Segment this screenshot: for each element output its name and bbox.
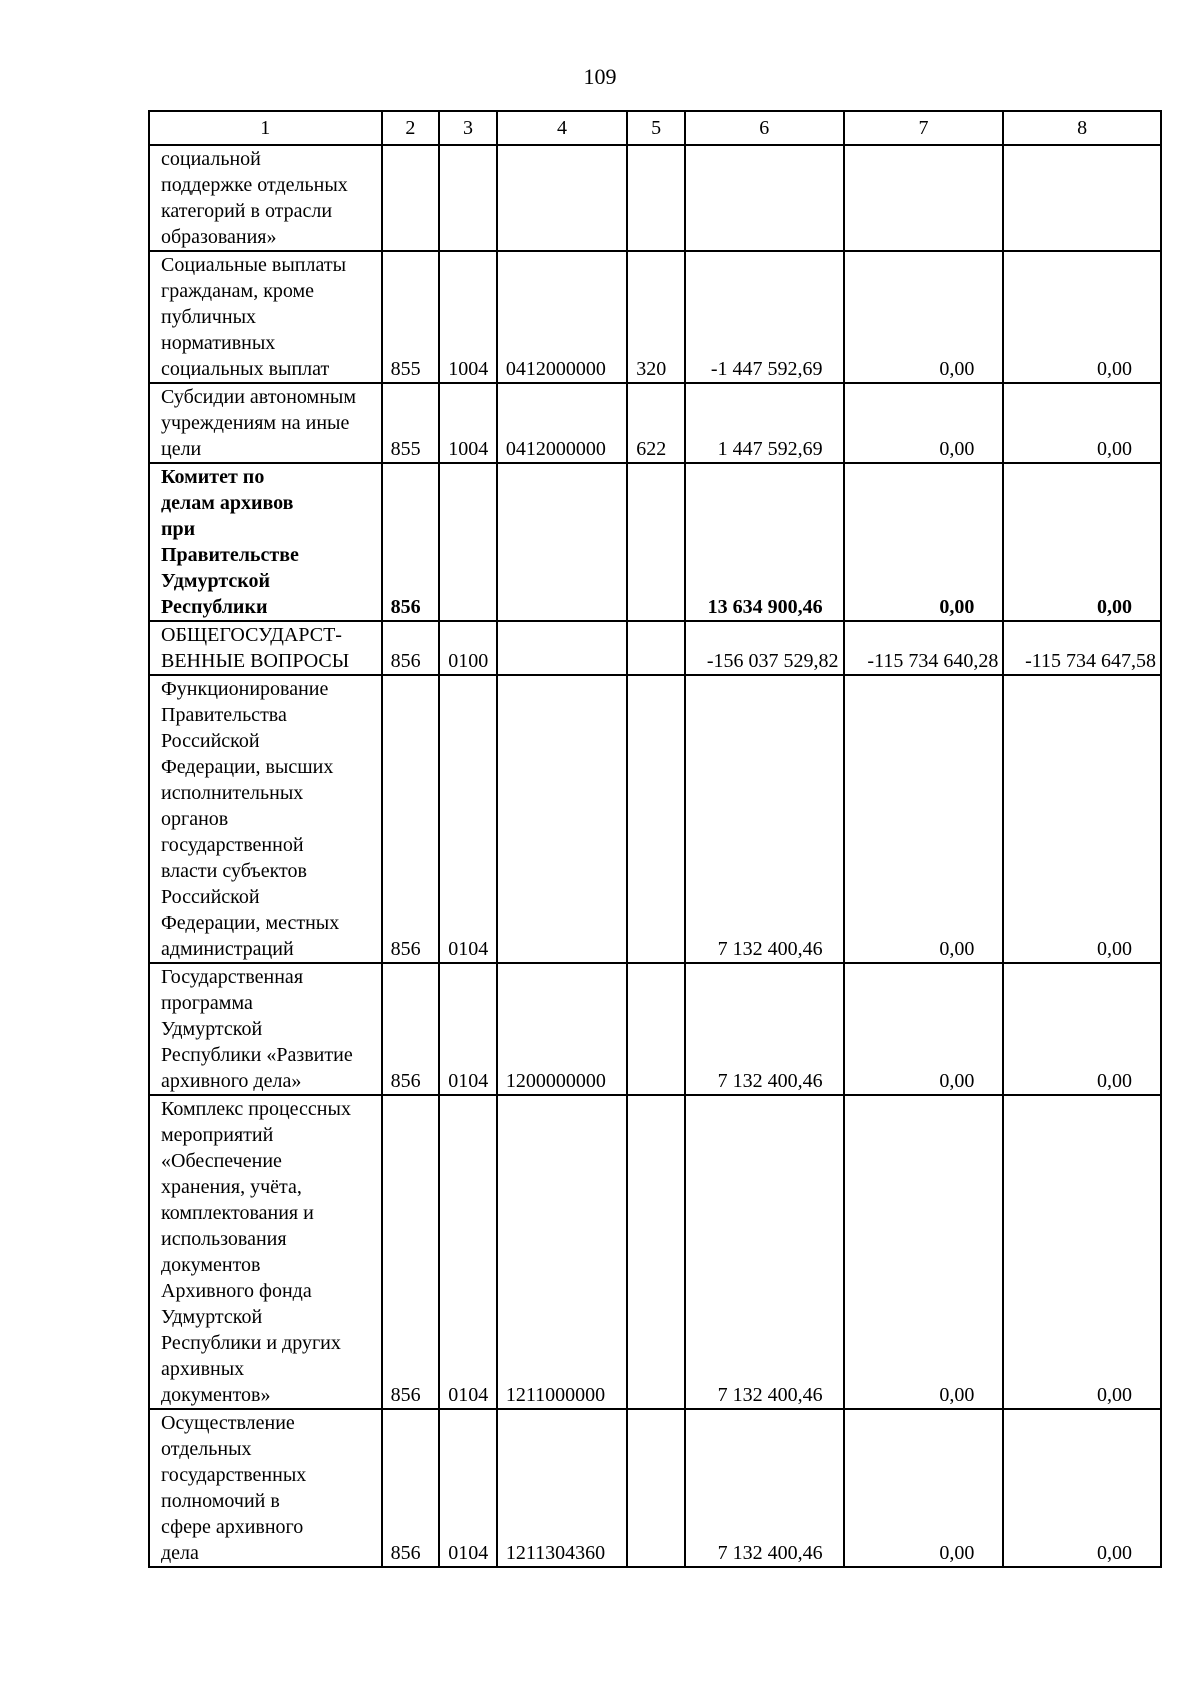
cell-amount-col6: 1 447 592,69 bbox=[685, 383, 844, 463]
cell-expense-type bbox=[627, 621, 685, 675]
row-name-text: социальной поддержке отдельных категорий в отрасли образования» bbox=[161, 148, 348, 248]
cell-admin-code: 856 bbox=[382, 463, 440, 621]
column-header-6: 6 bbox=[685, 111, 844, 145]
cell-amount-col7: 0,00 bbox=[844, 675, 1004, 963]
row-name-text: Государственная программа Удмуртской Республики «Развитие архивного дела» bbox=[161, 966, 353, 1092]
cell-target-code: 1211000000 bbox=[497, 1095, 627, 1409]
cell-amount-col7: -115 734 640,28 bbox=[844, 621, 1004, 675]
cell-amount-col6: 7 132 400,46 bbox=[685, 1095, 844, 1409]
cell-expense-type bbox=[627, 1409, 685, 1567]
cell-section-code: 1004 bbox=[439, 251, 497, 383]
row-name-text: Функционирование Правительства Российской Федерации, высших исполнительных органов государственной власти субъектов Российской Федерации, местных администраций bbox=[161, 678, 340, 960]
cell-amount-col8: -115 734 647,58 bbox=[1003, 621, 1161, 675]
cell-target-code bbox=[497, 621, 627, 675]
row-name bbox=[149, 675, 382, 963]
cell-admin-code: 856 bbox=[382, 675, 440, 963]
cell-amount-col8: 0,00 bbox=[1003, 1409, 1161, 1567]
table-row bbox=[149, 145, 1161, 251]
column-header-3: 3 bbox=[439, 111, 497, 145]
table-row bbox=[149, 675, 1161, 963]
column-header-1: 1 bbox=[149, 111, 382, 145]
row-name bbox=[149, 1095, 382, 1409]
cell-target-code bbox=[497, 463, 627, 621]
cell-target-code: 0412000000 bbox=[497, 251, 627, 383]
row-name-text: Социальные выплаты гражданам, кроме публичных нормативных социальных выплат bbox=[161, 254, 347, 380]
cell-amount-col6: 7 132 400,46 bbox=[685, 675, 844, 963]
table-row bbox=[149, 251, 1161, 383]
cell-target-code bbox=[497, 675, 627, 963]
cell-section-code: 1004 bbox=[439, 383, 497, 463]
row-name bbox=[149, 463, 382, 621]
cell-expense-type bbox=[627, 1095, 685, 1409]
cell-amount-col8: 0,00 bbox=[1003, 963, 1161, 1095]
cell-admin-code: 856 bbox=[382, 621, 440, 675]
cell-section-code: 0104 bbox=[439, 675, 497, 963]
page-number: 109 bbox=[583, 64, 617, 89]
cell-admin-code: 855 bbox=[382, 383, 440, 463]
cell-section-code: 0104 bbox=[439, 963, 497, 1095]
table-row bbox=[149, 963, 1161, 1095]
row-name bbox=[149, 145, 382, 251]
row-name bbox=[149, 621, 382, 675]
cell-target-code bbox=[497, 145, 627, 251]
cell-section-code: 0104 bbox=[439, 1409, 497, 1567]
cell-amount-col8: 0,00 bbox=[1003, 675, 1161, 963]
cell-amount-col7 bbox=[844, 145, 1004, 251]
table-row bbox=[149, 1095, 1161, 1409]
table-row bbox=[149, 621, 1161, 675]
cell-admin-code bbox=[382, 145, 440, 251]
row-name bbox=[149, 1409, 382, 1567]
cell-expense-type: 320 bbox=[627, 251, 685, 383]
cell-amount-col8: 0,00 bbox=[1003, 383, 1161, 463]
cell-amount-col6: 7 132 400,46 bbox=[685, 963, 844, 1095]
cell-section-code bbox=[439, 463, 497, 621]
row-name-text: Комплекс процессных мероприятий «Обеспечение хранения, учёта, комплектования и использования документов Архивного фонда Удмуртской Республики и других архивных документов» bbox=[161, 1098, 351, 1406]
row-name bbox=[149, 963, 382, 1095]
cell-amount-col7: 0,00 bbox=[844, 1409, 1004, 1567]
cell-section-code bbox=[439, 145, 497, 251]
column-header-8: 8 bbox=[1003, 111, 1161, 145]
cell-target-code: 0412000000 bbox=[497, 383, 627, 463]
column-number-row bbox=[149, 111, 1161, 145]
cell-amount-col6: 13 634 900,46 bbox=[685, 463, 844, 621]
cell-admin-code: 856 bbox=[382, 1409, 440, 1567]
cell-amount-col7: 0,00 bbox=[844, 383, 1004, 463]
cell-admin-code: 855 bbox=[382, 251, 440, 383]
cell-amount-col8 bbox=[1003, 145, 1161, 251]
cell-amount-col8: 0,00 bbox=[1003, 463, 1161, 621]
cell-expense-type bbox=[627, 145, 685, 251]
cell-expense-type: 622 bbox=[627, 383, 685, 463]
row-name-text: Субсидии автономным учреждениям на иные цели bbox=[161, 386, 356, 460]
cell-amount-col7: 0,00 bbox=[844, 251, 1004, 383]
cell-target-code: 1200000000 bbox=[497, 963, 627, 1095]
table-row bbox=[149, 383, 1161, 463]
row-name-text: Комитет по делам архивов при Правительстве Удмуртской Республики bbox=[161, 466, 299, 618]
cell-section-code: 0104 bbox=[439, 1095, 497, 1409]
cell-target-code: 1211304360 bbox=[497, 1409, 627, 1567]
cell-expense-type bbox=[627, 463, 685, 621]
column-header-7: 7 bbox=[844, 111, 1004, 145]
cell-admin-code: 856 bbox=[382, 963, 440, 1095]
row-name bbox=[149, 383, 382, 463]
cell-amount-col8: 0,00 bbox=[1003, 251, 1161, 383]
column-header-2: 2 bbox=[382, 111, 440, 145]
cell-expense-type bbox=[627, 675, 685, 963]
row-name bbox=[149, 251, 382, 383]
cell-admin-code: 856 bbox=[382, 1095, 440, 1409]
cell-expense-type bbox=[627, 963, 685, 1095]
cell-amount-col7: 0,00 bbox=[844, 963, 1004, 1095]
cell-amount-col8: 0,00 bbox=[1003, 1095, 1161, 1409]
cell-section-code: 0100 bbox=[439, 621, 497, 675]
table-row bbox=[149, 1409, 1161, 1567]
column-header-4: 4 bbox=[497, 111, 627, 145]
table-row-bold bbox=[149, 463, 1161, 621]
cell-amount-col6: 7 132 400,46 bbox=[685, 1409, 844, 1567]
cell-amount-col6: -156 037 529,82 bbox=[685, 621, 844, 675]
cell-amount-col6: -1 447 592,69 bbox=[685, 251, 844, 383]
budget-table bbox=[148, 110, 1162, 1568]
row-name-text: ОБЩЕГОСУДАРСТ-ВЕННЫЕ ВОПРОСЫ bbox=[161, 624, 350, 672]
cell-amount-col7: 0,00 bbox=[844, 1095, 1004, 1409]
cell-amount-col7: 0,00 bbox=[844, 463, 1004, 621]
column-header-5: 5 bbox=[627, 111, 685, 145]
cell-amount-col6 bbox=[685, 145, 844, 251]
row-name-text: Осуществление отдельных государственных полномочий в сфере архивного дела bbox=[161, 1412, 307, 1564]
